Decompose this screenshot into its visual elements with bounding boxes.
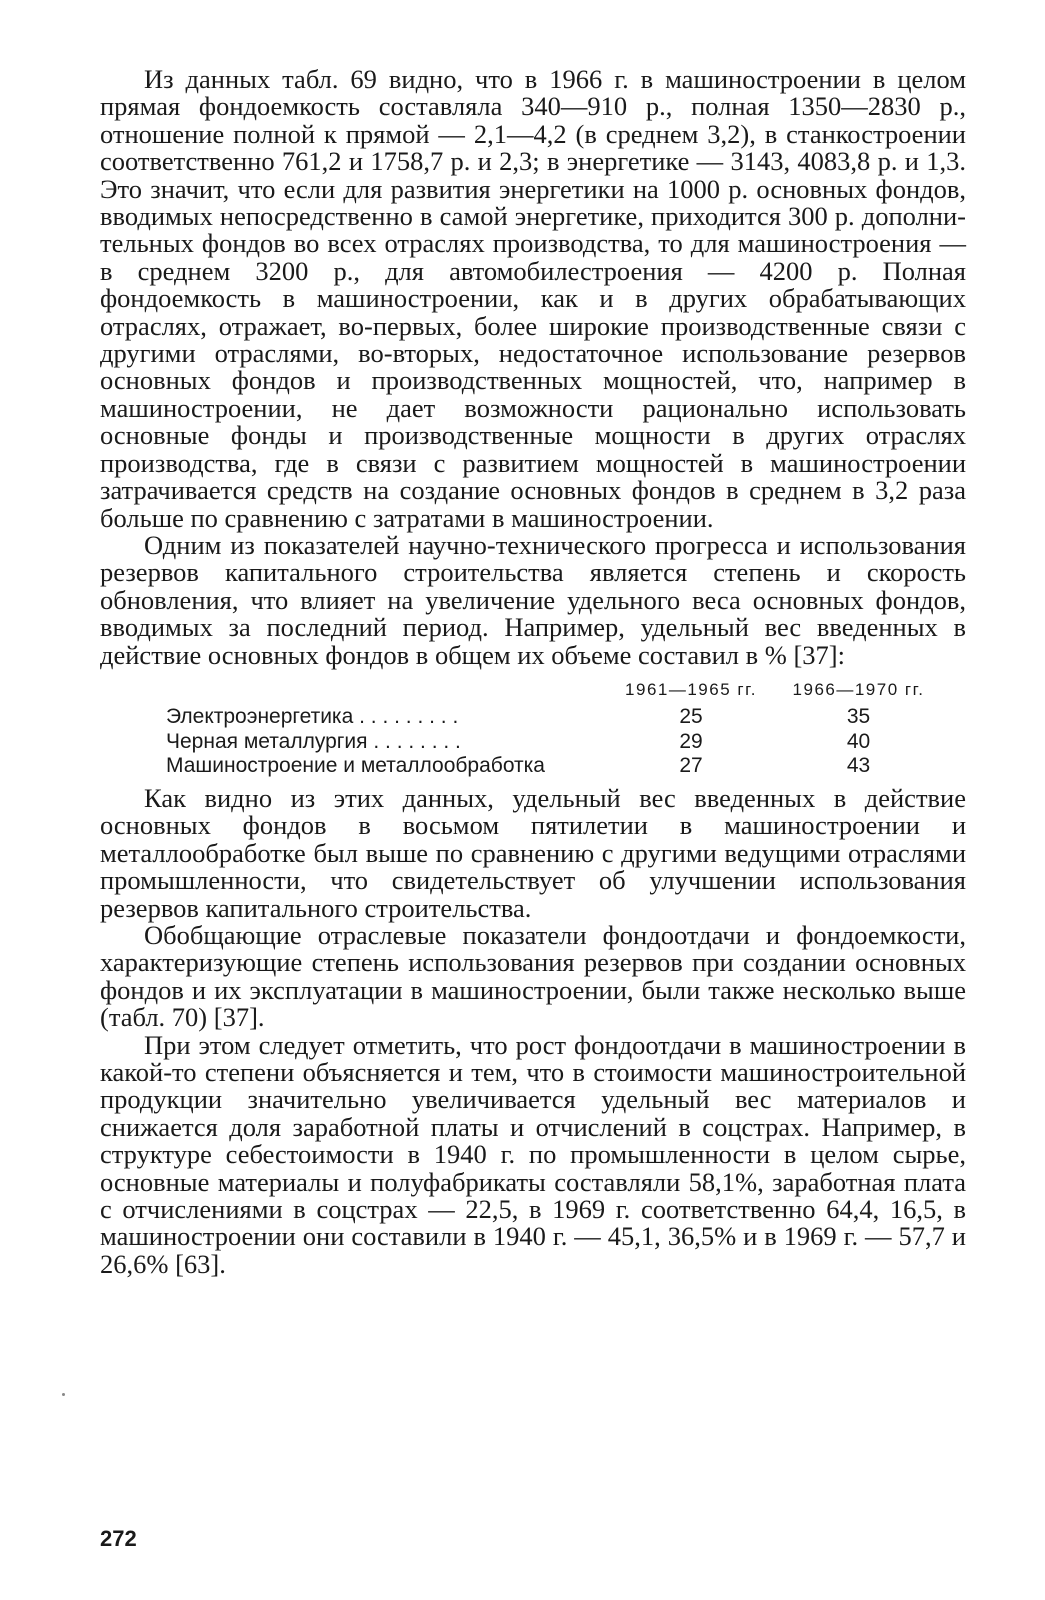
paragraph-3: Как видно из этих данных, удельный вес введенных в действие основных фондов в восьмом пятилетии в машиностроении и металлообработке был выше по сравнению с другими ведущими отраслями промышленности, что свидетельствует об улучшении использования резервов капитального строительства. (100, 782, 966, 923)
table-row-label-cell (166, 730, 616, 755)
table-header-label (166, 678, 616, 706)
paragraph-2: Одним из показателей научно-технического прогресса и использования резервов капитального строительства является степень и скорость обновления, что влияет на увеличение удельного веса основных фондов, вводимых за последний период. Например, удельный вес введенных в действие основных фондов в общем их объеме составил в % [37]: (100, 529, 966, 670)
paragraph-4: Обобщающие отраслевые показатели фондоотдачи и фондоемкости, характеризующие степень использования резервов при создании основных фондов и их эксплуатации в машиностроении, были также несколько выше (табл. 70) [37]. (100, 919, 966, 1033)
row-leader-dots: . . . . . . . . . (359, 705, 459, 729)
table-row (166, 754, 951, 779)
table-header-period-1: 1961—1965 гг. (625, 679, 757, 699)
row-leader-dots: . . . . . . . . (373, 729, 461, 753)
row-label: Электроэнергетика (166, 705, 354, 729)
renewal-share-table (166, 678, 951, 779)
table-row (166, 705, 951, 730)
row-value-1966-1970: 35 (846, 705, 871, 729)
table-row (166, 730, 951, 755)
paragraph-5: При этом следует отметить, что рост фондоотдачи в машиностроении в какой-то степени объясняется и тем, что в стоимости машиностроительной продукции значительно увеличивается удельный вес материалов и снижается доля заработной платы и отчислений в соцстрах. Например, в структуре себестоимости в 1940 г. по промышленности в целом сырье, основные материалы и полуфабрикаты составляли 58,1%, заработная плата с отчислениями в соцстрах — 22,5, в 1969 г. соответственно 64,4, 16,5, в машиностроении они составили в 1940 г. — 45,1, 36,5% и в 1969 г. — 57,7 и 26,6% [63]. (100, 1029, 966, 1279)
row-value-1966-1970: 40 (846, 729, 871, 753)
row-value-1966-1970: 43 (846, 754, 871, 778)
row-value-1961-1965: 27 (679, 754, 703, 778)
paragraph-1: Из данных табл. 69 видно, что в 1966 г. в машиностроении в целом прямая фондоемкость составляла 340—910 р., полная 1350—2830 р., отношение полной к прямой — 2,1—4,2 (в среднем 3,2), в станкостроении соответственно 761,2 и 1758,7 р. и 2,3; в энергетике — 3143, 4083,8 р. и 1,3. Это значит, что если для развития энергетики на 1000 р. основных фондов, вводимых непосредственно в самой энергетике, приходится 300 р. дополнительных фондов во всех отраслях производства, то для машиностроения — в среднем 3200 р., для автомобилестроения — 4200 р. Полная фондоемкость в машиностроении, как и в других обрабатывающих отраслях, отражает, во-первых, более широкие производственные связи с другими отраслями, во-вторых, недостаточное использование резервов основных фондов и производственных мощностей, что, например в машиностроении, не дает возможности рационально использовать основные фонды и производственные мощности в других отраслях производства, где в связи с развитием мощностей в машиностроении затрачивается средств на создание основных фондов в среднем в 3,2 раза больше по сравнению с затратами в машиностроении. (100, 64, 966, 533)
table-header-period-2: 1966—1970 гг. (792, 679, 925, 699)
scan-speck (62, 1393, 65, 1396)
row-label: Машиностроение и металлообработка (166, 754, 545, 778)
table-row-label-cell (166, 754, 616, 779)
page-number: 272 (100, 1526, 137, 1551)
row-value-1961-1965: 25 (679, 705, 703, 729)
table-row-label-cell (166, 705, 616, 730)
table-header-row (166, 678, 951, 706)
row-value-1961-1965: 29 (679, 729, 703, 753)
row-label: Черная металлургия (166, 729, 368, 753)
page-body (100, 66, 966, 1278)
